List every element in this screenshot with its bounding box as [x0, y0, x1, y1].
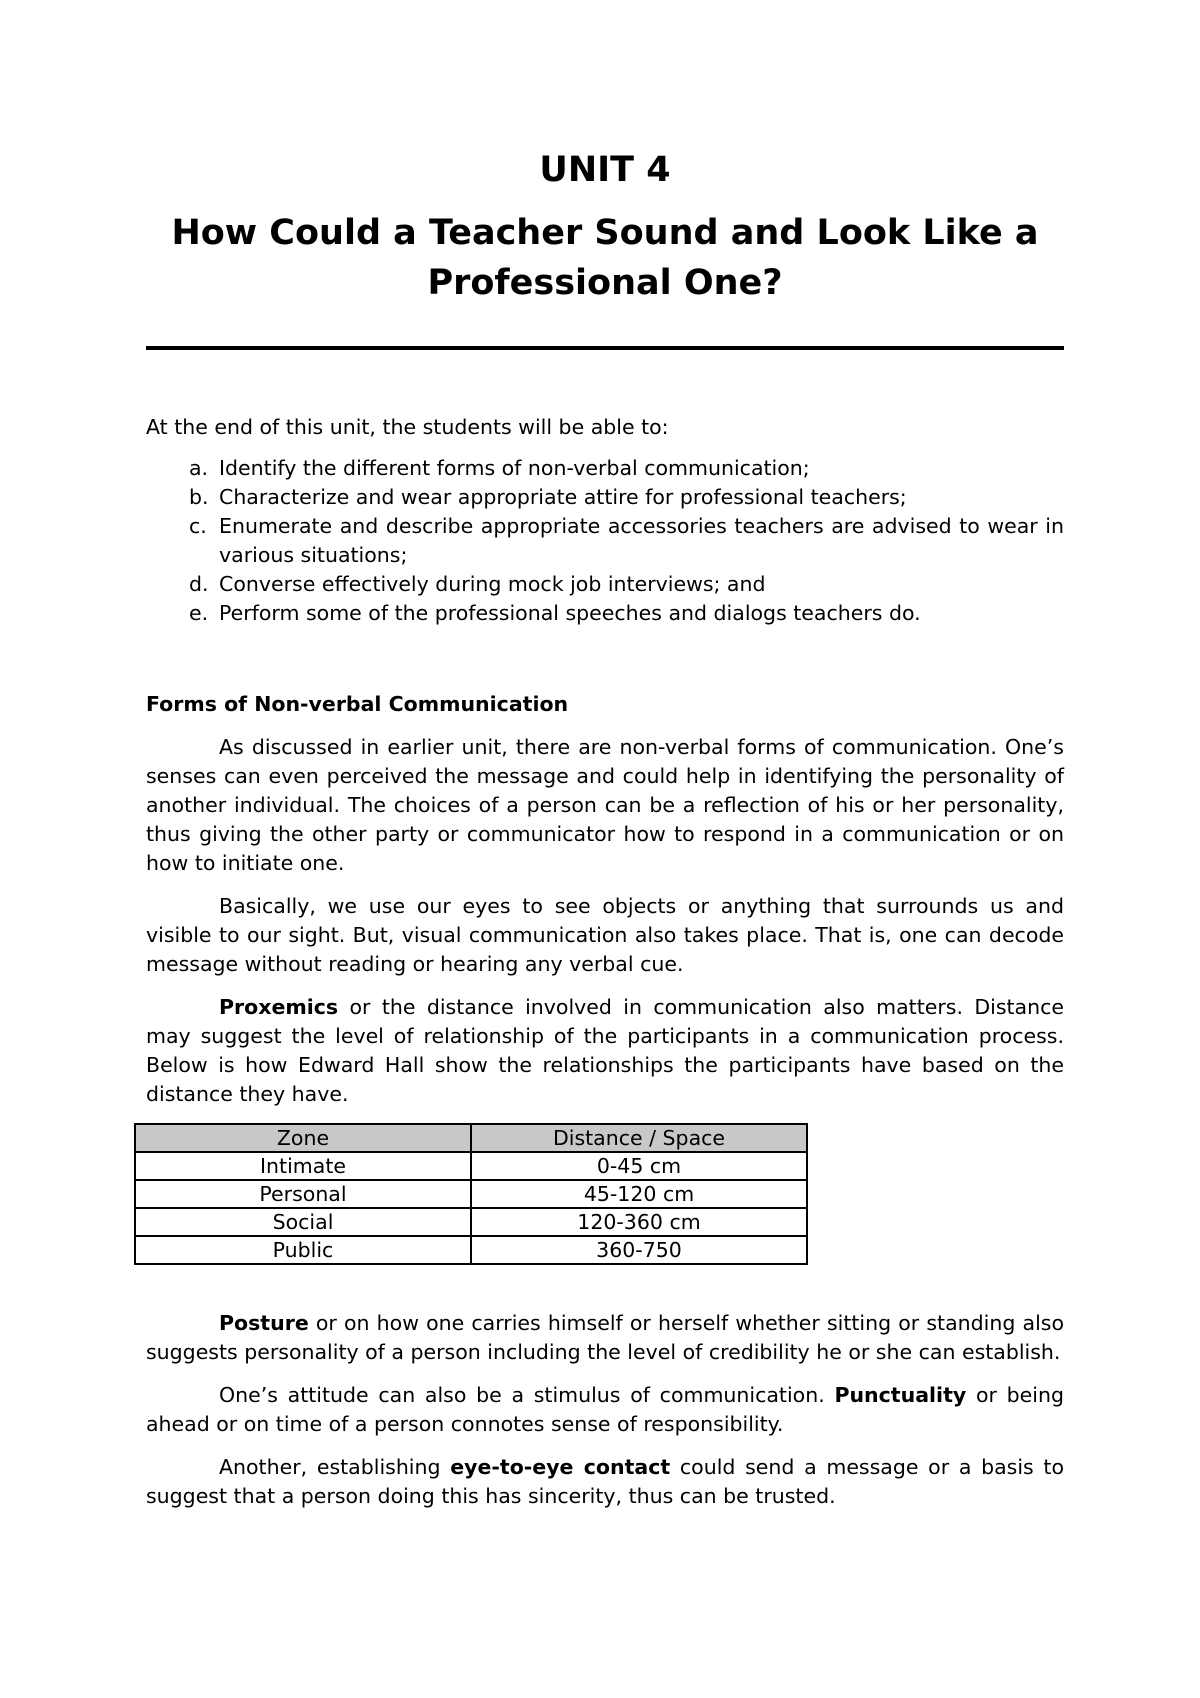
- table-row: [135, 1152, 807, 1180]
- objective-marker: d.: [189, 572, 209, 596]
- title-divider: [146, 346, 1064, 350]
- paragraph-punctuality: One’s attitude can also be a stimulus of communication. Punctuality or being ahead or on time of a person connotes sense of responsibility.: [146, 1383, 1064, 1436]
- objective-item: [146, 483, 1064, 512]
- paragraph-eye-contact: Another, establishing eye-to-eye contact could send a message or a basis to suggest that a person doing this has sincerity, thus can be trusted.: [146, 1455, 1065, 1508]
- paragraph-posture: Posture or on how one carries himself or herself whether sitting or standing also suggests personality of a person including the level of credibility he or she can establish.: [146, 1311, 1064, 1364]
- objective-marker: c.: [189, 514, 207, 538]
- zone-cell: Public: [135, 1236, 471, 1264]
- objective-item: [146, 570, 1064, 599]
- objective-item: [146, 599, 1064, 628]
- distance-cell: 120-360 cm: [471, 1208, 807, 1236]
- term-proxemics: Proxemics: [219, 995, 339, 1019]
- objective-item: [146, 512, 1064, 570]
- paragraph-intro: As discussed in earlier unit, there are non-verbal forms of communication. One’s senses can even perceived the message and could help in identifying the personality of another individual. The choices of a person can be a reflection of his or her personality, thus giving the other party or communicator how to respond in a communication or on how to initiate one.: [146, 735, 1064, 875]
- objective-item: [146, 454, 1064, 483]
- content-body: [146, 413, 1064, 1525]
- distance-cell: 45-120 cm: [471, 1180, 807, 1208]
- distance-cell: 0-45 cm: [471, 1152, 807, 1180]
- unit-label: UNIT 4: [539, 150, 671, 190]
- term-punctuality: Punctuality: [834, 1383, 967, 1407]
- objective-text: Identify the different forms of non-verbal communication;: [219, 456, 810, 480]
- column-header-zone: Zone: [135, 1124, 471, 1152]
- term-eye-contact: eye-to-eye contact: [450, 1455, 671, 1479]
- zone-cell: Intimate: [135, 1152, 471, 1180]
- objective-text: Enumerate and describe appropriate accessories teachers are advised to wear in various situations;: [219, 514, 1064, 567]
- objective-marker: e.: [189, 601, 209, 625]
- table-row: [135, 1208, 807, 1236]
- proxemics-table: [134, 1123, 808, 1265]
- table-header-row: [135, 1124, 807, 1152]
- paragraph-visual: Basically, we use our eyes to see objects or anything that surrounds us and visible to our sight. But, visual communication also takes place. That is, one can decode message without reading or hearing any verbal cue.: [146, 894, 1064, 976]
- table-row: [135, 1180, 807, 1208]
- paragraph-proxemics: Proxemics or the distance involved in communication also matters. Distance may suggest the level of relationship of the participants in a communication process. Below is how Edward Hall show the relationships the participants have based on the distance they have.: [146, 995, 1064, 1106]
- objectives-intro: At the end of this unit, the students will be able to:: [146, 415, 669, 439]
- objective-text: Perform some of the professional speeches and dialogs teachers do.: [219, 601, 921, 625]
- objective-text: Characterize and wear appropriate attire for professional teachers;: [219, 485, 907, 509]
- objective-marker: a.: [189, 456, 209, 480]
- zone-cell: Personal: [135, 1180, 471, 1208]
- objective-marker: b.: [189, 485, 209, 509]
- distance-cell: 360-750: [471, 1236, 807, 1264]
- column-header-distance: Distance / Space: [471, 1124, 807, 1152]
- unit-title: How Could a Teacher Sound and Look Like a Professional One?: [171, 213, 1039, 303]
- section-heading: Forms of Non-verbal Communication: [146, 692, 569, 716]
- zone-cell: Social: [135, 1208, 471, 1236]
- objectives-list: [146, 454, 1064, 628]
- term-posture: Posture: [219, 1311, 309, 1335]
- objective-text: Converse effectively during mock job interviews; and: [219, 572, 766, 596]
- table-row: [135, 1236, 807, 1264]
